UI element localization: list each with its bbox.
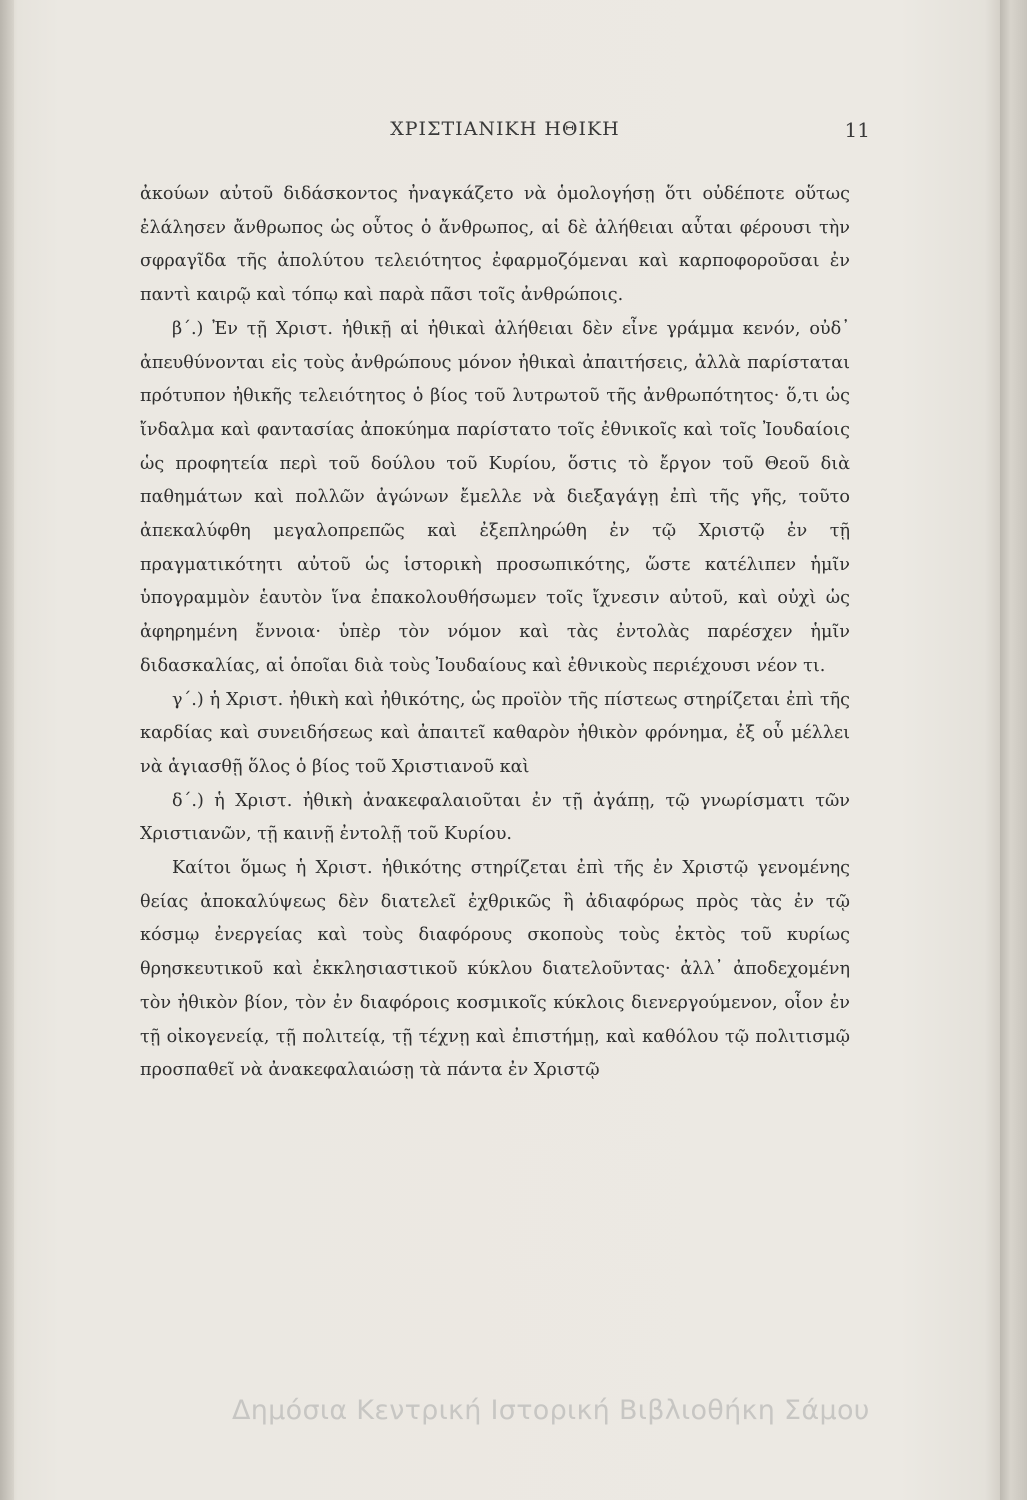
page-left-edge	[0, 0, 14, 1500]
paragraph-2: β΄.) Ἐν τῇ Χριστ. ἠθικῇ αἱ ἠθικαὶ ἀλήθειαι δὲν εἶνε γράμμα κενόν, οὐδ᾽ ἀπευθύνονται εἰς τοὺς ἀνθρώπους μόνον ἠθικαὶ ἀπαιτήσεις, ἀλλὰ παρίσταται πρότυπον ἠθικῆς τελειότητος ὁ βίος τοῦ λυτρωτοῦ τῆς ἀνθρωπότητος· ὅ,τι ὡς ἴνδαλμα καὶ φαντασίας ἀποκύημα παρίστατο τοῖς ἐθνικοῖς καὶ τοῖς Ἰουδαίοις ὡς προφητεία περὶ τοῦ δούλου τοῦ Κυρίου, ὅστις τὸ ἔργον τοῦ Θεοῦ διὰ παθημάτων καὶ πολλῶν ἀγώνων ἔμελλε νὰ διεξαγάγῃ ἐπὶ τῆς γῆς, τοῦτο ἀπεκαλύφθη μεγαλοπρεπῶς καὶ ἐξεπληρώθη ἐν τῷ Χριστῷ ἐν τῇ πραγματικότητι αὐτοῦ ὡς ἱστορικὴ προσωπικότης, ὥστε κατέλιπεν ἡμῖν ὑπογραμμὸν ἑαυτὸν ἵνα ἐπακολουθήσωμεν τοῖς ἴχνεσιν αὐτοῦ, καὶ οὐχὶ ὡς ἀφηρημένη ἔννοια· ὑπὲρ τὸν νόμον καὶ τὰς ἐντολὰς παρέσχεν ἡμῖν διδασκαλίας, αἱ ὁποῖαι διὰ τοὺς Ἰουδαίους καὶ ἐθνικοὺς περιέχουσι νέον τι.	[140, 318, 850, 676]
page-header	[140, 118, 870, 140]
page-number: 11	[844, 118, 870, 142]
running-title: ΧΡΙΣΤΙΑΝΙΚΗ ΗΘΙΚΗ	[390, 118, 620, 140]
paragraph-4: δ΄.) ἡ Χριστ. ἠθικὴ ἀνακεφαλαιοῦται ἐν τῇ ἀγάπῃ, τῷ γνωρίσματι τῶν Χριστιανῶν, τῇ καινῇ ἐντολῇ τοῦ Κυρίου.	[140, 790, 850, 845]
paragraph-1: ἀκούων αὐτοῦ διδάσκοντος ἠναγκάζετο νὰ ὁμολογήσῃ ὅτι οὐδέποτε οὕτως ἐλάλησεν ἄνθρωπος ὡς οὗτος ὁ ἄνθρωπος, αἱ δὲ ἀλήθειαι αὗται φέρουσι τὴν σφραγῖδα τῆς ἀπολύτου τελειότητος ἐφαρμοζόμεναι καὶ καρποφοροῦσαι ἐν παντὶ καιρῷ καὶ τόπῳ καὶ παρὰ πᾶσι τοῖς ἀνθρώποις.	[140, 184, 850, 306]
paragraph-5: Καίτοι ὅμως ἡ Χριστ. ἠθικότης στηρίζεται ἐπὶ τῆς ἐν Χριστῷ γενομένης θείας ἀποκαλύψεως δὲν διατελεῖ ἐχθρικῶς ἢ ἀδιαφόρως πρὸς τὰς ἐν τῷ κόσμῳ ἐνεργείας καὶ τοὺς διαφόρους σκοποὺς τοὺς ἐκτὸς τοῦ κυρίως θρησκευτικοῦ καὶ ἐκκλησιαστικοῦ κύκλου διατελοῦντας· ἀλλ᾽ ἀποδεχομένη τὸν ἠθικὸν βίον, τὸν ἐν διαφόροις κοσμικοῖς κύκλοις διενεργούμενον, οἷον ἐν τῇ οἰκογενείᾳ, τῇ πολιτείᾳ, τῇ τέχνῃ καὶ ἐπιστήμῃ, καὶ καθόλου τῷ πολιτισμῷ προσπαθεῖ νὰ ἀνακεφαλαιώσῃ τὰ πάντα ἐν Χριστῷ	[140, 858, 850, 1081]
body-text	[140, 178, 850, 1088]
book-spine-shadow	[1000, 0, 1027, 1500]
library-watermark: Δημόσια Κεντρική Ιστορική Βιβλιοθήκη Σάμου	[232, 1395, 870, 1426]
paragraph-3: γ΄.) ἡ Χριστ. ἠθικὴ καὶ ἠθικότης, ὡς προϊὸν τῆς πίστεως στηρίζεται ἐπὶ τῆς καρδίας καὶ συνειδήσεως καὶ ἀπαιτεῖ καθαρὸν ἠθικὸν φρόνημα, ἐξ οὗ μέλλει νὰ ἁγιασθῇ ὅλος ὁ βίος τοῦ Χριστιανοῦ καὶ	[140, 689, 850, 777]
